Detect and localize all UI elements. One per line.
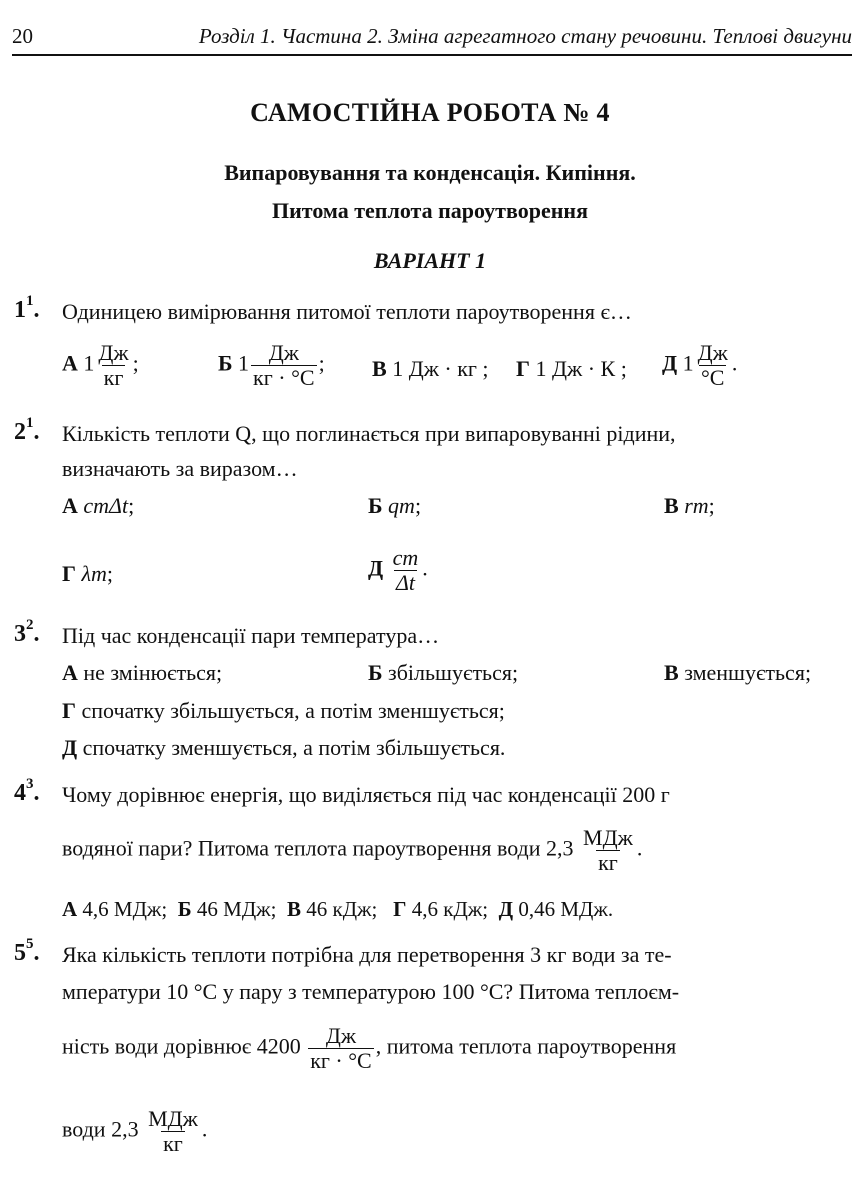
question-4-text-line-1: Чому дорівнює енергія, що виділяється під час конденсації 200 г bbox=[62, 782, 670, 807]
question-2-option-d: Г λm; bbox=[62, 561, 114, 586]
question-4-number: $4^3$. bbox=[14, 776, 40, 806]
question-2-text-line-2: визначають за виразом… bbox=[62, 456, 298, 481]
subtitle-line-2: Питома теплота пароутворення bbox=[272, 198, 588, 223]
question-1-text: Одиницею вимірювання питомої теплоти пароутворення є… bbox=[62, 299, 632, 324]
question-4-text-line-2: водяної пари? Питома теплота пароутворення води 2,3 $\frac{\text{МДж}}{кг}$ . bbox=[62, 825, 643, 875]
subtitle-line-1: Випаровування та конденсація. Кипіння. bbox=[224, 160, 636, 185]
header-divider bbox=[12, 54, 852, 56]
question-1-option-a: А 1 $\frac{Дж}{кг}$ ; bbox=[62, 340, 139, 390]
running-title: Розділ 1. Частина 2. Зміна агрегатного стану речовини. Теплові двигуни bbox=[198, 24, 852, 48]
question-3-option-e: Д спочатку зменшується, а потім збільшується. bbox=[62, 735, 506, 760]
question-3-option-b: Б збільшується; bbox=[368, 660, 519, 685]
question-1-option-b: Б 1 $\frac{Дж}{кг \cdot ^\circ С}$ ; bbox=[218, 340, 325, 390]
question-3-text: Під час конденсації пари температура… bbox=[62, 623, 440, 648]
page-title: САМОСТІЙНА РОБОТА № 4 bbox=[250, 98, 610, 127]
page-header bbox=[12, 22, 852, 50]
question-5-text-line-3: ність води дорівнює 4200 $\frac{Дж}{кг \cdot ^\circ С}$ , питома теплота пароутворення bbox=[62, 1023, 677, 1073]
question-2-option-c: В rm; bbox=[664, 493, 715, 518]
question-5-text-line-2: мператури 10 °С у пару з температурою 100 °С? Питома теплоєм- bbox=[62, 979, 680, 1004]
question-2-number: $2^1$. bbox=[14, 415, 40, 445]
question-3-option-c: В зменшується; bbox=[664, 660, 812, 685]
question-1-number: $1^1$. bbox=[14, 293, 40, 323]
variant-heading: ВАРІАНТ 1 bbox=[373, 248, 487, 273]
page-number: 20 bbox=[12, 24, 33, 48]
question-5-number: $5^5$. bbox=[14, 936, 40, 966]
question-2-text-line-1: Кількість теплоти Q, що поглинається при випаровуванні рідини, bbox=[62, 421, 676, 446]
question-4-options: А 4,6 МДж; Б 46 МДж; В 46 кДж; Г 4,6 кДж; Д 0,46 МДж. bbox=[62, 897, 614, 921]
question-2-option-b: Б qm; bbox=[368, 493, 422, 518]
question-5-text-line-1: Яка кількість теплоти потрібна для перетворення 3 кг води за те- bbox=[62, 942, 672, 967]
question-3-option-d: Г спочатку збільшується, а потім зменшується; bbox=[62, 698, 505, 723]
question-1-option-d: Г 1 Дж · К ; bbox=[516, 356, 627, 381]
question-3-number: $3^2$. bbox=[14, 617, 40, 647]
question-5-text-line-4: води 2,3 $\frac{\text{МДж}}{кг}$ . bbox=[62, 1106, 208, 1156]
question-1-option-e: Д 1 $\frac{Дж}{^\circ С}$ . bbox=[662, 340, 738, 390]
question-2-option-e: Д $\frac{cm}{\Delta t}$ . bbox=[368, 545, 428, 595]
question-2-option-a: А cmΔt; bbox=[62, 493, 135, 518]
question-1-option-c: В 1 Дж · кг ; bbox=[372, 356, 489, 381]
question-3-option-a: А не змінюється; bbox=[62, 660, 223, 685]
